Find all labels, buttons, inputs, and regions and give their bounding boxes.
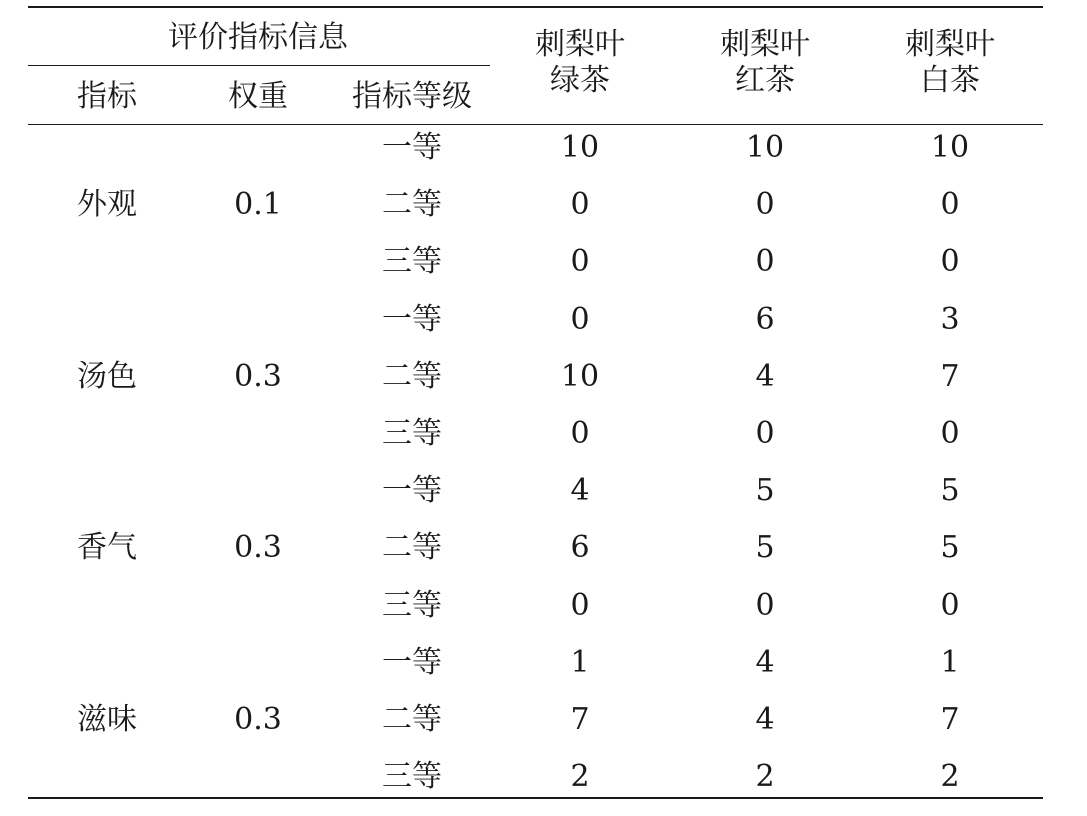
black-tea-score-cell: 0 [755,244,775,280]
black-tea-score-cell: 10 [745,130,785,165]
grade-cell: 二等 [382,702,442,737]
grade-cell: 三等 [382,416,442,451]
column-header-grade: 指标等级 [352,79,472,114]
grade-cell: 二等 [382,187,442,223]
column-header-green-tea-line1: 刺梨叶 [535,27,625,62]
green-tea-score-cell: 0 [570,416,590,451]
black-tea-score-cell: 4 [755,358,775,394]
black-tea-score-cell: 0 [755,587,775,623]
column-header-green-tea-line2: 绿茶 [550,63,610,98]
green-tea-score-cell: 0 [570,244,590,280]
black-tea-score-cell: 4 [755,644,775,680]
green-tea-score-cell: 0 [570,587,590,623]
black-tea-score-cell: 6 [755,301,775,337]
white-tea-score-cell: 0 [940,244,960,280]
white-tea-score-cell: 0 [940,187,960,223]
column-header-black-tea-line1: 刺梨叶 [720,27,810,62]
indicator-cell: 汤色 [77,358,137,394]
grade-cell: 一等 [382,473,442,509]
weight-cell: 0.3 [234,702,282,737]
column-header-indicator: 指标 [77,79,137,114]
weight-cell: 0.3 [234,358,282,394]
grade-cell: 二等 [382,358,442,394]
group-header-label: 评价指标信息 [168,20,348,55]
column-header-black-tea-line2: 红茶 [735,63,795,98]
indicator-cell: 滋味 [77,702,137,737]
header-bottom-rule [28,124,1043,125]
white-tea-score-cell: 10 [930,130,970,165]
white-tea-score-cell: 5 [940,473,960,509]
white-tea-score-cell: 0 [940,587,960,623]
white-tea-score-cell: 5 [940,530,960,566]
column-header-white-tea-line1: 刺梨叶 [905,27,995,62]
column-header-black-tea [720,27,810,99]
grade-cell: 二等 [382,530,442,566]
black-tea-score-cell: 0 [755,187,775,223]
column-header-green-tea [535,27,625,99]
black-tea-score-cell: 2 [755,759,775,795]
column-header-white-tea-line2: 白茶 [920,63,980,98]
white-tea-score-cell: 7 [940,702,960,737]
green-tea-score-cell: 10 [560,358,600,394]
grade-cell: 一等 [382,301,442,337]
white-tea-score-cell: 2 [940,759,960,795]
grade-cell: 三等 [382,244,442,280]
green-tea-score-cell: 10 [560,130,600,165]
indicator-cell: 香气 [77,530,137,566]
weight-cell: 0.3 [234,530,282,566]
green-tea-score-cell: 0 [570,301,590,337]
grade-cell: 一等 [382,130,442,165]
black-tea-score-cell: 4 [755,702,775,737]
weight-cell: 0.1 [234,187,282,223]
grade-cell: 三等 [382,587,442,623]
green-tea-score-cell: 6 [570,530,590,566]
grade-cell: 一等 [382,644,442,680]
bottom-rule [28,797,1043,799]
indicator-cell: 外观 [77,187,137,223]
green-tea-score-cell: 1 [570,644,590,680]
white-tea-score-cell: 3 [940,301,960,337]
green-tea-score-cell: 0 [570,187,590,223]
black-tea-score-cell: 5 [755,473,775,509]
white-tea-score-cell: 7 [940,358,960,394]
column-header-weight: 权重 [228,79,288,114]
grade-cell: 三等 [382,759,442,795]
top-rule [28,6,1043,8]
black-tea-score-cell: 5 [755,530,775,566]
white-tea-score-cell: 1 [940,644,960,680]
black-tea-score-cell: 0 [755,416,775,451]
green-tea-score-cell: 4 [570,473,590,509]
green-tea-score-cell: 2 [570,759,590,795]
group-header-rule [28,65,490,66]
white-tea-score-cell: 0 [940,416,960,451]
green-tea-score-cell: 7 [570,702,590,737]
column-header-white-tea [905,27,995,99]
